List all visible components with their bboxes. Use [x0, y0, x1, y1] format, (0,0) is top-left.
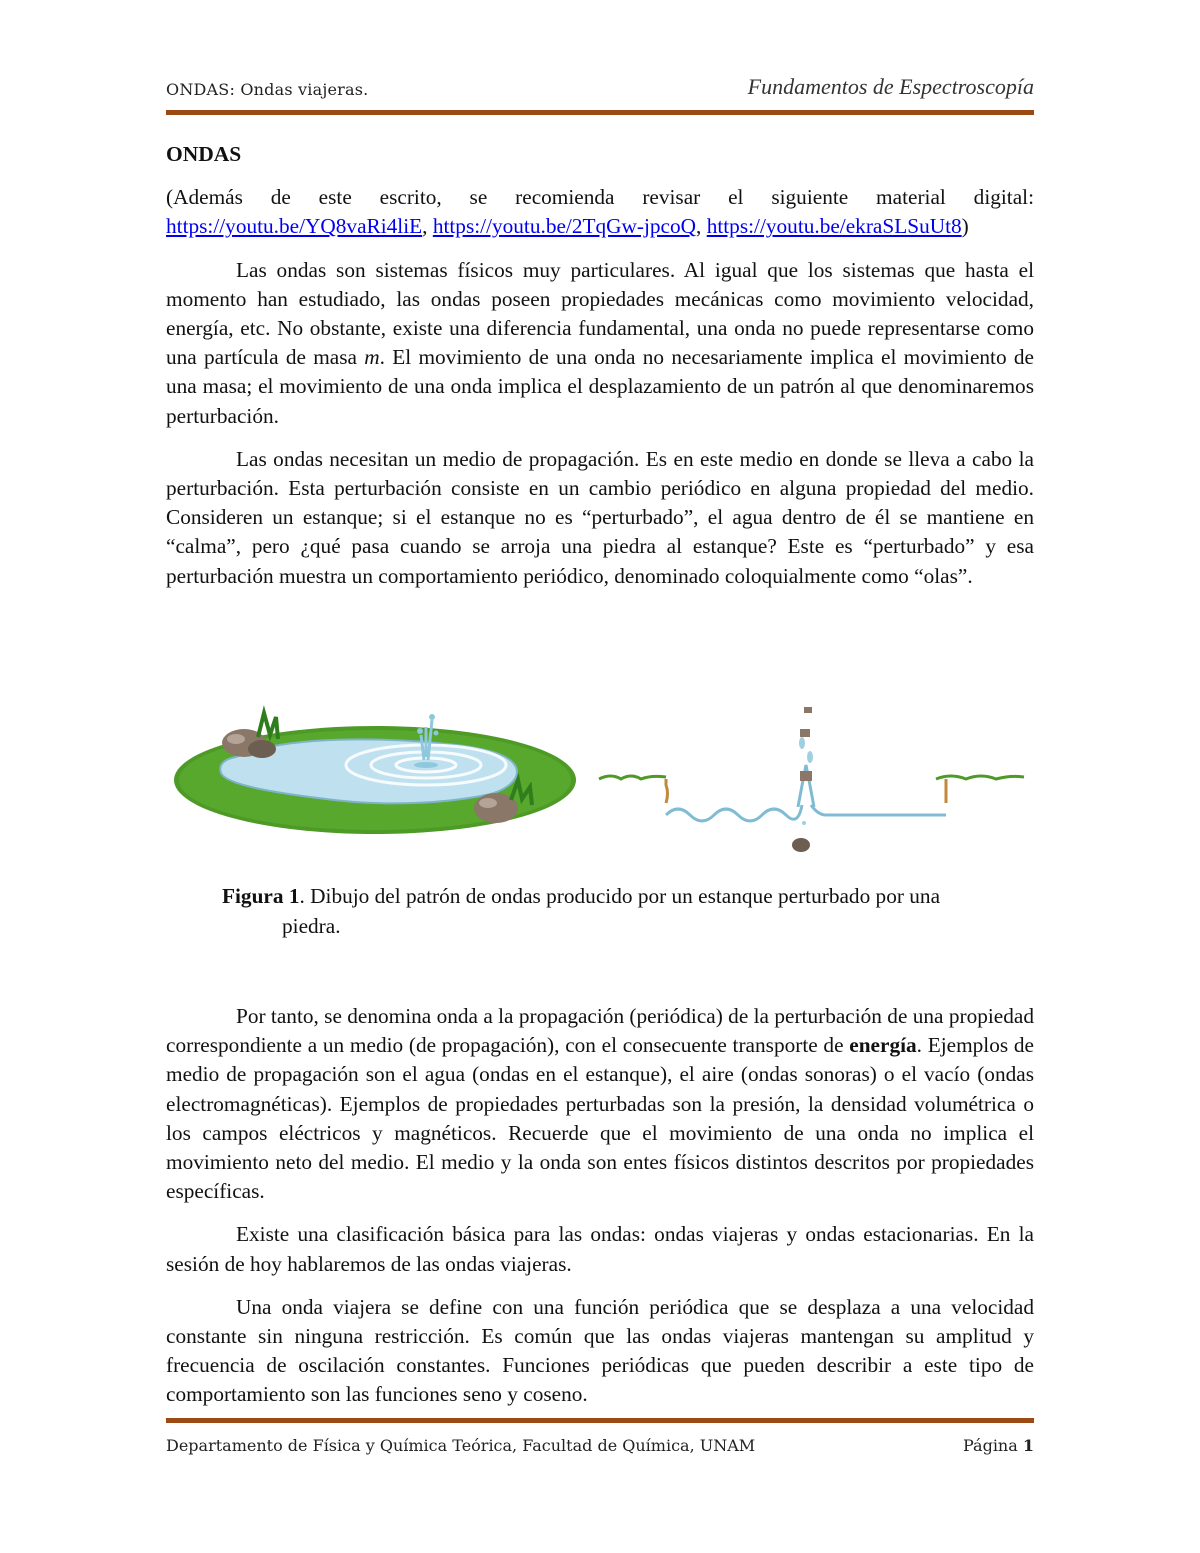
section-title: ONDAS [166, 142, 242, 166]
intro-paragraph [166, 183, 1034, 241]
paragraph-4: Existe una clasificación básica para las ondas: ondas viajeras y ondas estacionarias. En la sesión de hoy hablaremos de las ondas viajeras. [166, 1222, 1034, 1276]
caption-line-1 [222, 882, 1034, 912]
figure-label: Figura 1 [222, 884, 300, 908]
header-left-title: ONDAS: Ondas viajeras. [166, 80, 369, 99]
video-link-2[interactable]: https://youtu.be/2TqGw-jpcoQ [432, 214, 697, 239]
figure-caption [222, 882, 1034, 941]
video-link-1[interactable]: https://youtu.be/YQ8vaRi4liE [166, 214, 423, 239]
footer-department: Departamento de Física y Química Teórica, Facultad de Química, UNAM [166, 1436, 756, 1455]
body-top [166, 140, 1034, 605]
paragraph-2: Las ondas necesitan un medio de propagación. Es en este medio en donde se lleva a cabo la perturbación. Esta perturbación consiste en un cambio periódico en alguna propiedad del medio. Consideren un estanque; si el estanque no es “perturbado”, el agua dentro de él se mantiene en “calma”, pero ¿qué pasa cuando se arroja una piedra al estanque? Este es “perturbado” y esa perturbación muestra un comportamiento periódico, denominado coloquialmente como “olas”. [166, 446, 1034, 588]
paragraph-1-text-a: Las ondas son sistemas físicos muy particulares. Al igual que los sistemas que hasta el momento han estudiado, las ondas poseen propiedades mecánicas como movimiento velocidad, energía, etc. No obstante, existe una diferencia fundamental, una onda no puede representarse como una partícula de masa [166, 257, 1034, 370]
intro-prefix: (Además de este escrito, se recomienda revisar el siguiente material digital: [166, 185, 1034, 210]
paragraph-3 [166, 1002, 1034, 1206]
footer-rule [166, 1418, 1034, 1423]
video-link-3[interactable]: https://youtu.be/ekraSLSuUt8 [706, 214, 962, 239]
paragraph-3-text-b: . Ejemplos de medio de propagación son el agua (ondas en el estanque), el aire (ondas sonoras) o el vacío (ondas electromagnéticas). Ejemplos de propiedades perturbadas son la presión, la densidad volumétrica o los campos eléctricos y magnéticos. Recuerde que el movimiento de una onda no implica el movimiento neto del medio. El medio y la onda son entes físicos distintos descritos por propiedades específicas. [166, 1033, 1034, 1204]
link-separator: , [696, 214, 707, 239]
paragraph-3-text-a: Por tanto, se denomina onda a la propagación (periódica) de la perturbación de una propiedad correspondiente a un medio (de propagación), con el consecuente transporte de [166, 1004, 1034, 1058]
body-bottom [166, 1002, 1034, 1424]
page-number: 1 [1022, 1436, 1034, 1455]
paragraph-1 [166, 256, 1034, 431]
link-separator: , [422, 214, 433, 239]
paragraph-1-text-b: . El movimiento de una onda no necesariamente implica el movimiento de una masa; el movimiento de una onda implica el desplazamiento de un patrón al que denominaremos perturbación. [166, 345, 1034, 428]
paragraph-5: Una onda viajera se define con una función periódica que se desplaza a una velocidad constante sin ninguna restricción. Es común que las ondas viajeras mantengan su amplitud y frecuencia de oscilación constantes. Funciones periódicas que pueden describir a este tipo de comportamiento son las funciones seno y coseno. [166, 1294, 1034, 1407]
page-number-block [963, 1436, 1034, 1455]
header-right-title: Fundamentos de Espectroscopía [747, 74, 1034, 99]
mass-symbol: m [364, 345, 380, 370]
header-rule [166, 110, 1034, 115]
wave-cross-section [599, 707, 1024, 852]
caption-line-2: piedra. [282, 913, 341, 938]
page-label: Página [962, 1436, 1023, 1455]
page-footer [166, 1436, 1034, 1455]
pond-illustration [174, 713, 576, 834]
intro-suffix: ) [961, 214, 969, 239]
caption-text-1: . Dibujo del patrón de ondas producido por un estanque perturbado por una [299, 884, 941, 908]
energy-term: energía [849, 1033, 917, 1058]
pond-figure [166, 695, 1034, 865]
